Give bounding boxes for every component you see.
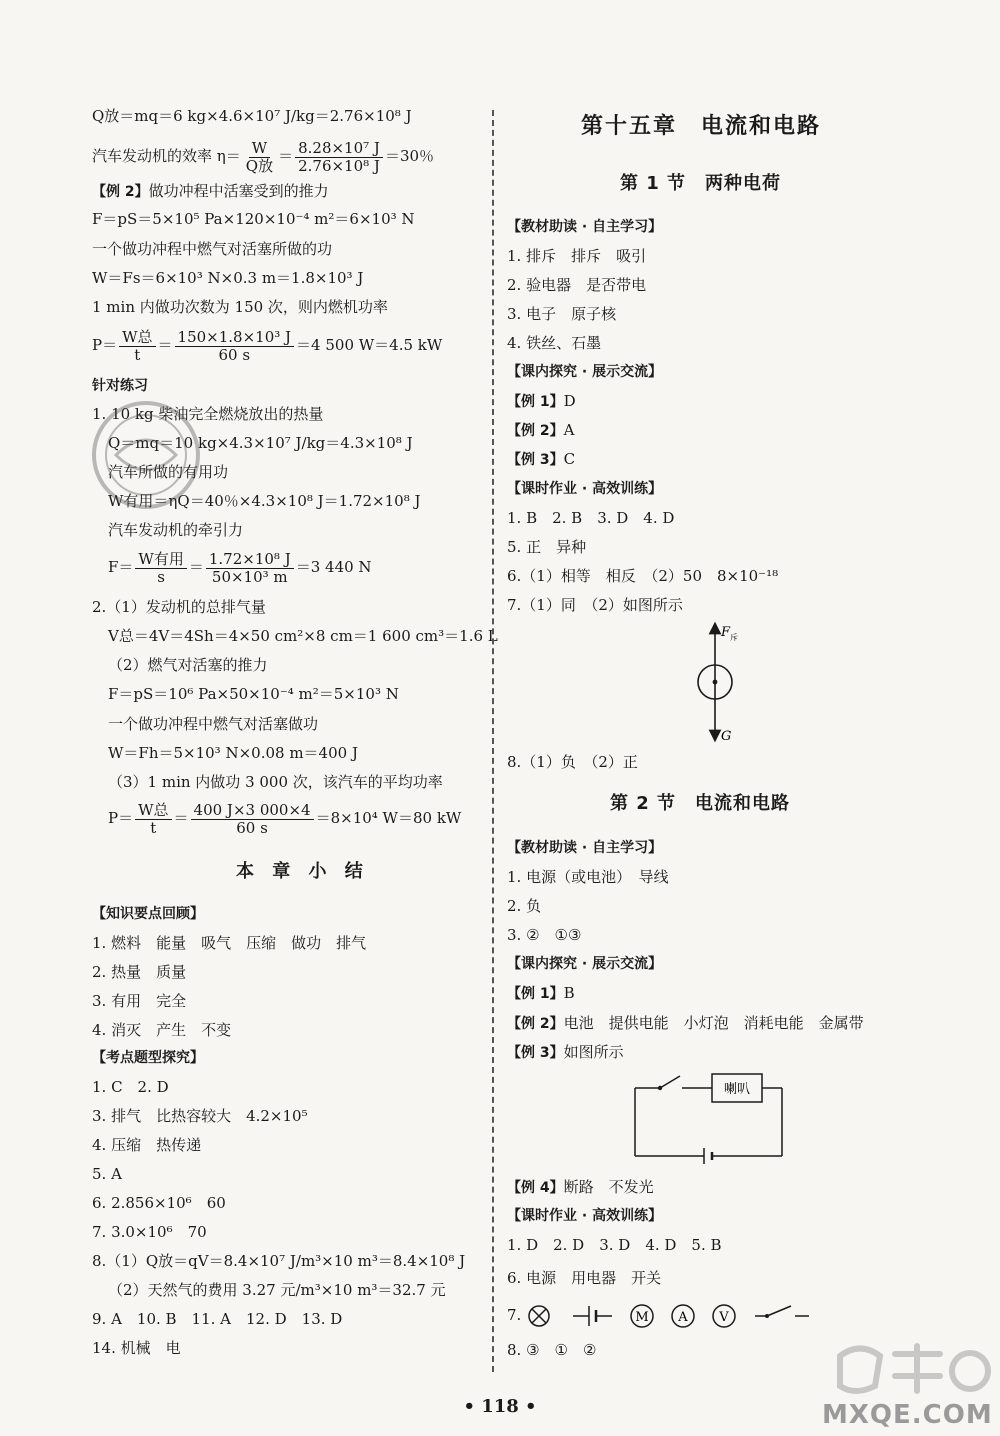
- speaker-label: 喇叭: [723, 1082, 751, 1097]
- section-1-title: 第 1 节 两种电荷: [620, 173, 782, 194]
- ammeter-letter: A: [678, 1310, 688, 1325]
- answer-line: 4. 消灭 产生 不变: [92, 1021, 232, 1039]
- answer-line: 4. 压缩 热传递: [92, 1136, 202, 1154]
- fraction: $\frac{W}{\text{Q放}}$: [245, 138, 274, 175]
- fraction: $\frac{\text{W有用}}{s}$: [135, 551, 186, 586]
- answer-line: （2）天然气的费用 3.27 元/m³×10 m³＝32.7 元: [108, 1281, 446, 1299]
- formula-line: F＝pS＝10⁶ Pa×50×10⁻⁴ m²＝5×10³ N: [108, 685, 399, 703]
- answer-line: 7. 3.0×10⁶ 70: [92, 1223, 207, 1241]
- answer-line: 2. 热量 质量: [92, 963, 187, 981]
- text-line: 1 min 内做功次数为 150 次，则内燃机功率: [92, 298, 388, 316]
- power-formula: P＝ $\frac{\text{W总}}{t}$ ＝ $\frac{\text{150×1.8×10³ J}}{60 s}$ ＝4 500 W＝4.5 kW: [92, 327, 443, 364]
- circuit-diagram: [630, 1066, 800, 1170]
- page-number: • 118 •: [463, 1396, 537, 1417]
- fraction: $\frac{\text{1.72×10⁸ J}}{\text{50×10³ m}}$: [206, 551, 294, 586]
- text-line: 一个做功冲程中燃气对活塞做功: [108, 715, 319, 733]
- switch-pivot: [658, 1086, 662, 1090]
- heat-release-formula: Q放＝mq＝6 kg×4.6×10⁷ J/kg＝2.76×10⁸ J: [92, 107, 412, 125]
- example-answer: 【例 2】A: [507, 421, 575, 439]
- force-label-top-sub: 斥: [730, 633, 738, 642]
- text-line: 1. 10 kg 柴油完全燃烧放出的热量: [92, 405, 324, 423]
- practice-heading: 针对练习: [92, 378, 148, 394]
- watermark-text: MXQE.COM: [822, 1400, 993, 1430]
- text-line: 汽车所做的有用功: [108, 463, 229, 481]
- force-label-bottom: G: [721, 729, 732, 744]
- switch-blade: [660, 1076, 680, 1088]
- formula-line: W＝Fh＝5×10³ N×0.08 m＝400 J: [108, 744, 358, 762]
- fraction: $\frac{\text{150×1.8×10³ J}}{60 s}$: [175, 329, 295, 364]
- answer-line: 1. 电源（或电池） 导线: [507, 868, 669, 886]
- answer-line: 2. 验电器 是否带电: [507, 276, 647, 294]
- answer-line: 5. 正 异种: [507, 538, 587, 556]
- answer-line: 8.（1）Q放＝qV＝8.4×10⁷ J/m³×10 m³＝8.4×10⁸ J: [92, 1252, 466, 1270]
- force-diagram: [685, 618, 755, 746]
- formula-line: Q＝mq＝10 kg×4.3×10⁷ J/kg＝4.3×10⁸ J: [108, 434, 413, 452]
- answer-line: 6. 2.856×10⁶ 60: [92, 1194, 226, 1212]
- answer-line: 1. B 2. B 3. D 4. D: [507, 509, 675, 527]
- section-heading: 【课内探究 · 展示交流】: [507, 364, 663, 380]
- section-heading: 【知识要点回顾】: [92, 906, 204, 922]
- lamp-symbol: [529, 1306, 549, 1326]
- section-heading: 【课时作业 · 高效训练】: [507, 1208, 663, 1224]
- text-line: （2）燃气对活塞的推力: [108, 656, 268, 674]
- switch-pivot: [765, 1314, 769, 1318]
- answer-line: 3. 电子 原子核: [507, 305, 617, 323]
- fraction: $\frac{\text{W总}}{t}$: [135, 802, 171, 837]
- answer-line: 3. 排气 比热容较大 4.2×10⁵: [92, 1107, 308, 1125]
- example-answer: 【例 3】如图所示: [507, 1043, 624, 1061]
- chapter-summary-title: 本 章 小 结: [236, 861, 369, 882]
- text-line: 2.（1）发动机的总排气量: [92, 598, 266, 616]
- example-answer: 【例 1】D: [507, 392, 576, 410]
- fraction: $\frac{\text{8.28×10⁷ J}}{\text{2.76×10⁸ J}}$: [295, 140, 383, 175]
- chapter-title: 第十五章 电流和电路: [581, 114, 822, 139]
- work-formula: W＝Fs＝6×10³ N×0.3 m＝1.8×10³ J: [92, 269, 364, 287]
- formula-line: V总＝4V＝4Sh＝4×50 cm²×8 cm＝1 600 cm³＝1.6 L: [108, 627, 498, 645]
- fraction: $\frac{\text{W总}}{t}$: [119, 329, 155, 364]
- answer-line: 3. 有用 完全: [92, 992, 187, 1010]
- answer-line: 9. A 10. B 11. A 12. D 13. D: [92, 1310, 343, 1328]
- section-2-title: 第 2 节 电流和电路: [610, 793, 791, 814]
- fraction: $\frac{400 J\times 3 000\times 4}{60 s}$: [191, 802, 314, 837]
- force-label-top: F: [721, 625, 731, 640]
- stamp-mark: [86, 395, 206, 515]
- text-line: 汽车发动机的牵引力: [108, 521, 244, 539]
- answer-line: 7.（1）同 （2）如图所示: [507, 596, 683, 614]
- answer-line: 6. 电源 用电器 开关: [507, 1269, 662, 1287]
- section-heading: 【教材助读 · 自主学习】: [507, 219, 663, 235]
- column-divider: [492, 110, 494, 1372]
- example-answer: 【例 2】电池 提供电能 小灯泡 消耗电能 金属带: [507, 1014, 864, 1032]
- text-line: 一个做功冲程中燃气对活塞所做的功: [92, 240, 333, 258]
- answer-line: 2. 负: [507, 897, 542, 915]
- example-answer: 【例 3】C: [507, 450, 576, 468]
- answer-line: 4. 铁丝、石墨: [507, 334, 602, 352]
- answer-line: 3. ② ①③: [507, 926, 582, 944]
- section-heading: 【教材助读 · 自主学习】: [507, 840, 663, 856]
- answer-line: 5. A: [92, 1165, 122, 1183]
- circuit-symbols: [523, 1298, 823, 1334]
- section-heading: 【课时作业 · 高效训练】: [507, 481, 663, 497]
- answer-line: 14. 机械 电: [92, 1339, 181, 1357]
- answer-line: 8. ③ ① ②: [507, 1341, 597, 1359]
- engine-efficiency-formula: 汽车发动机的效率 η＝ $\frac{W}{\text{Q放}}$ ＝ $\frac{\text{8.28×10⁷ J}}{\text{2.76×10⁸ J}}$ ＝30％: [92, 138, 435, 175]
- battery-symbol: [573, 1306, 612, 1326]
- answer-line: 1. C 2. D: [92, 1078, 169, 1096]
- answer-line: 6.（1）相等 相反 （2）50 8×10⁻¹⁸: [507, 567, 779, 585]
- traction-formula: F＝ $\frac{\text{W有用}}{s}$ ＝ $\frac{\text{1.72×10⁸ J}}{\text{50×10³ m}}$ ＝3 440 N: [108, 549, 372, 586]
- average-power-formula: P＝ $\frac{\text{W总}}{t}$ ＝ $\frac{400 J\times 3 000\times 4}{60 s}$ ＝8×10⁴ W＝80 kW: [108, 800, 462, 837]
- answer-line: 1. 排斥 排斥 吸引: [507, 247, 647, 265]
- example-answer: 【例 4】断路 不发光: [507, 1178, 654, 1196]
- example-label: 【例 2】: [92, 184, 149, 200]
- section-heading: 【课内探究 · 展示交流】: [507, 956, 663, 972]
- example-2-line: 【例 2】做功冲程中活塞受到的推力: [92, 182, 329, 200]
- motor-letter: M: [635, 1310, 649, 1325]
- answer-line: 1. D 2. D 3. D 4. D 5. B: [507, 1236, 722, 1254]
- answer-line: 7.: [507, 1306, 522, 1324]
- text-line: （3）1 min 内做功 3 000 次，该汽车的平均功率: [108, 773, 443, 791]
- answer-line: 1. 燃料 能量 吸气 压缩 做功 排气: [92, 934, 367, 952]
- switch-symbol: [755, 1306, 809, 1316]
- section-heading: 【考点题型探究】: [92, 1050, 204, 1066]
- voltmeter-letter: V: [719, 1310, 729, 1325]
- push-force-formula: F＝pS＝5×10⁵ Pa×120×10⁻⁴ m²＝6×10³ N: [92, 210, 415, 228]
- answer-line: 8.（1）负 （2）正: [507, 753, 638, 771]
- formula-line: W有用＝ηQ＝40％×4.3×10⁸ J＝1.72×10⁸ J: [108, 492, 421, 510]
- example-answer: 【例 1】B: [507, 984, 575, 1002]
